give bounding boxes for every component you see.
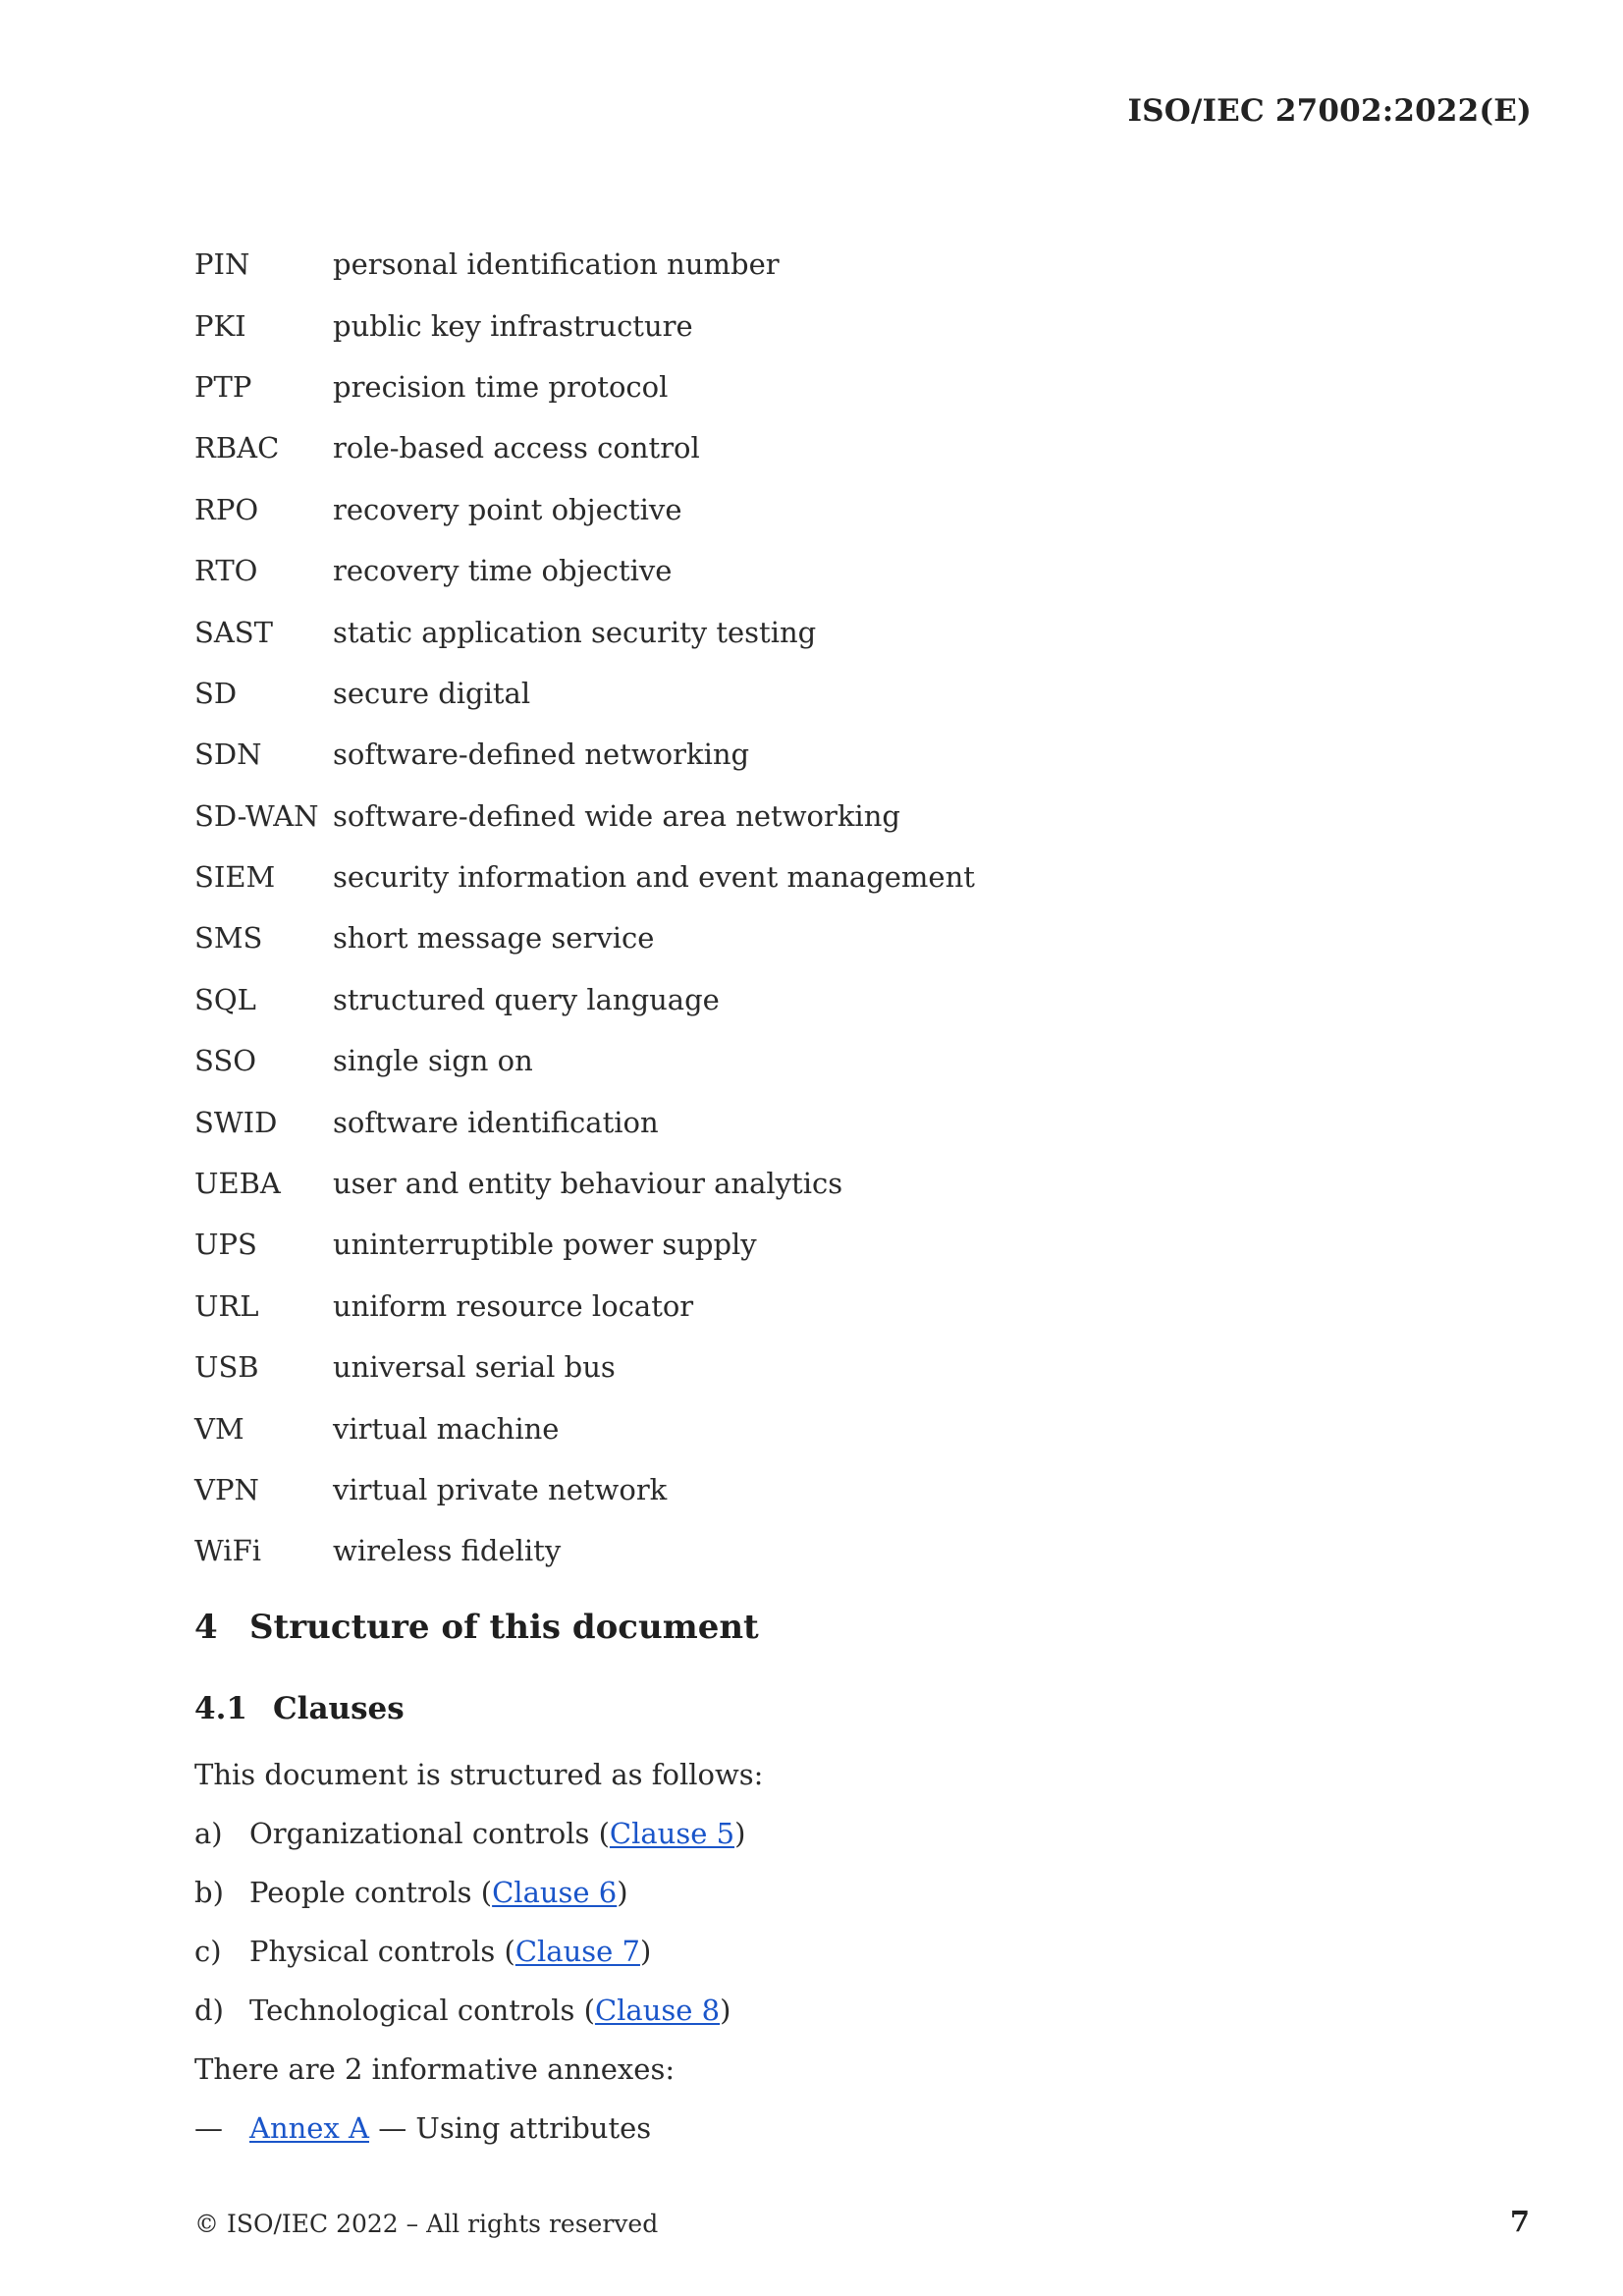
abbreviation-definition: virtual private network bbox=[333, 1473, 668, 1506]
section-title: Structure of this document bbox=[249, 1608, 759, 1647]
abbreviation-list bbox=[194, 234, 1373, 1582]
abbreviation-term: WiFi bbox=[194, 1534, 261, 1568]
abbreviation-row bbox=[194, 295, 1373, 355]
abbreviation-definition: personal identification number bbox=[333, 247, 780, 282]
abbreviation-definition: role-based access control bbox=[333, 431, 700, 465]
abbreviation-row bbox=[194, 847, 1373, 907]
abbreviation-row bbox=[194, 907, 1373, 968]
abbreviation-term: SWID bbox=[194, 1105, 278, 1139]
abbreviation-term: SDN bbox=[194, 738, 262, 772]
abbreviation-term: VM bbox=[194, 1411, 244, 1446]
clause-item-text: Organizational controls (Clause 5) bbox=[249, 1817, 746, 1850]
annex-list-item bbox=[194, 2111, 651, 2145]
abbreviation-row bbox=[194, 417, 1373, 478]
abbreviation-term: SQL bbox=[194, 982, 256, 1016]
abbreviation-definition: uninterruptible power supply bbox=[333, 1228, 757, 1262]
abbreviation-row bbox=[194, 540, 1373, 601]
abbreviation-definition: single sign on bbox=[333, 1044, 533, 1078]
list-marker: — bbox=[194, 2111, 223, 2145]
abbreviation-definition: uniform resource locator bbox=[333, 1288, 694, 1323]
abbreviation-term: URL bbox=[194, 1288, 259, 1323]
abbreviation-row bbox=[194, 969, 1373, 1030]
abbreviation-term: VPN bbox=[194, 1473, 259, 1506]
clause-item-text: Physical controls (Clause 7) bbox=[249, 1935, 652, 1968]
abbreviation-row bbox=[194, 1091, 1373, 1152]
subsection-number: 4.1 bbox=[194, 1691, 247, 1726]
abbreviation-definition: recovery time objective bbox=[333, 554, 673, 588]
clause-list-item bbox=[194, 1935, 651, 1968]
annex-item-text: Annex A — Using attributes bbox=[249, 2111, 652, 2145]
abbreviation-definition: short message service bbox=[333, 921, 655, 956]
abbreviation-row bbox=[194, 479, 1373, 540]
abbreviation-row bbox=[194, 1397, 1373, 1458]
abbreviation-term: SIEM bbox=[194, 860, 276, 895]
abbreviation-row bbox=[194, 1030, 1373, 1091]
clause-list-item bbox=[194, 1994, 730, 2027]
annex-a-link[interactable]: Annex A bbox=[249, 2111, 369, 2145]
abbreviation-term: SSO bbox=[194, 1044, 256, 1078]
abbreviation-term: SD-WAN bbox=[194, 798, 319, 833]
clause-7-link[interactable]: Clause 7 bbox=[514, 1935, 640, 1968]
abbreviation-term: SD bbox=[194, 676, 238, 710]
abbreviation-definition: structured query language bbox=[333, 982, 720, 1016]
abbreviation-row bbox=[194, 1276, 1373, 1337]
abbreviation-term: PKI bbox=[194, 308, 246, 343]
abbreviation-definition: software identification bbox=[333, 1105, 659, 1139]
section-number: 4 bbox=[194, 1608, 218, 1647]
copyright-notice: © ISO/IEC 2022 – All rights reserved bbox=[194, 2210, 659, 2238]
abbreviation-definition: precision time protocol bbox=[333, 369, 669, 404]
abbreviation-row bbox=[194, 234, 1373, 295]
abbreviation-row bbox=[194, 724, 1373, 785]
clause-8-link[interactable]: Clause 8 bbox=[594, 1994, 721, 2027]
abbreviation-row bbox=[194, 1337, 1373, 1397]
list-marker: c) bbox=[194, 1935, 222, 1968]
abbreviation-term: SAST bbox=[194, 615, 274, 649]
abbreviation-definition: security information and event management bbox=[333, 860, 975, 895]
abbreviation-definition: static application security testing bbox=[333, 615, 817, 649]
abbreviation-definition: user and entity behaviour analytics bbox=[333, 1167, 843, 1201]
document-reference: ISO/IEC 27002:2022(E) bbox=[1127, 93, 1532, 129]
page-number: 7 bbox=[1509, 2205, 1530, 2238]
abbreviation-term: SMS bbox=[194, 921, 263, 956]
abbreviation-row bbox=[194, 1520, 1373, 1581]
abbreviation-term: PIN bbox=[194, 247, 250, 282]
abbreviation-definition: software-defined wide area networking bbox=[333, 798, 900, 833]
abbreviation-definition: recovery point objective bbox=[333, 492, 682, 526]
clause-6-link[interactable]: Clause 6 bbox=[492, 1876, 618, 1909]
abbreviation-term: USB bbox=[194, 1350, 259, 1385]
abbreviation-term: UEBA bbox=[194, 1167, 281, 1201]
abbreviation-term: RTO bbox=[194, 554, 258, 588]
clause-list-item bbox=[194, 1817, 745, 1850]
subsection-title: Clauses bbox=[273, 1691, 405, 1726]
abbreviation-row bbox=[194, 663, 1373, 724]
abbreviation-row bbox=[194, 1459, 1373, 1520]
list-marker: b) bbox=[194, 1876, 224, 1909]
abbreviation-term: PTP bbox=[194, 369, 252, 404]
abbreviation-row bbox=[194, 786, 1373, 847]
subsection-heading bbox=[194, 1691, 405, 1726]
abbreviation-definition: software-defined networking bbox=[333, 738, 750, 772]
clause-item-text: Technological controls (Clause 8) bbox=[249, 1994, 731, 2027]
abbreviation-row bbox=[194, 601, 1373, 662]
abbreviation-definition: secure digital bbox=[333, 676, 531, 710]
clause-5-link[interactable]: Clause 5 bbox=[609, 1817, 735, 1850]
clause-list-item bbox=[194, 1876, 628, 1909]
list-marker: d) bbox=[194, 1994, 224, 2027]
abbreviation-definition: wireless fidelity bbox=[333, 1534, 562, 1568]
abbreviation-term: UPS bbox=[194, 1228, 257, 1262]
abbreviation-definition: virtual machine bbox=[333, 1411, 560, 1446]
abbreviation-definition: public key infrastructure bbox=[333, 308, 693, 343]
abbreviation-row bbox=[194, 1214, 1373, 1275]
section-heading bbox=[194, 1608, 759, 1647]
annex-intro-paragraph: There are 2 informative annexes: bbox=[194, 2052, 676, 2086]
abbreviation-term: RBAC bbox=[194, 431, 280, 465]
abbreviation-row bbox=[194, 1153, 1373, 1214]
abbreviation-row bbox=[194, 356, 1373, 417]
abbreviation-term: RPO bbox=[194, 492, 259, 526]
list-marker: a) bbox=[194, 1817, 223, 1850]
abbreviation-definition: universal serial bus bbox=[333, 1350, 616, 1385]
intro-paragraph: This document is structured as follows: bbox=[194, 1758, 764, 1791]
clause-item-text: People controls (Clause 6) bbox=[249, 1876, 628, 1909]
